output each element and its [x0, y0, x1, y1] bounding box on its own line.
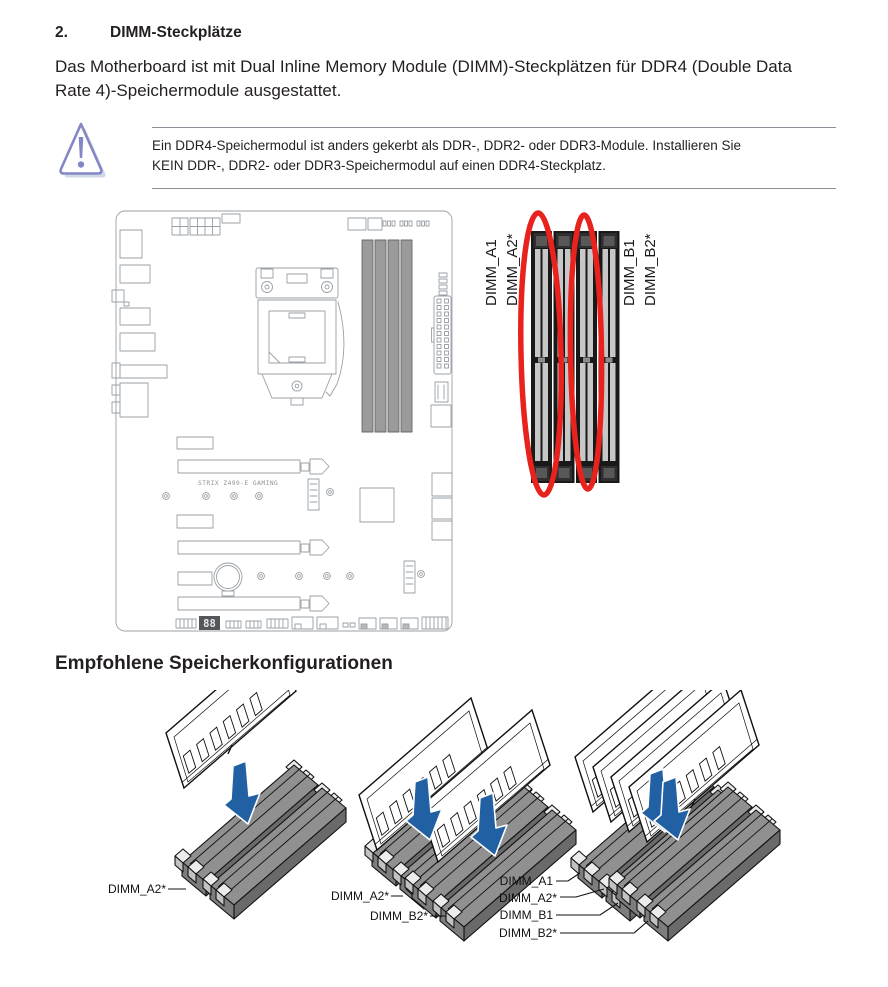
dimm-label-b2: DIMM_B2*: [642, 233, 659, 306]
warning-line-1: Ein DDR4-Speichermodul ist anders gekerbt als DDR-, DDR2- oder DDR3-Module. Installieren Sie: [152, 138, 741, 153]
warning-line-2: KEIN DDR-, DDR2- oder DDR3-Speichermodul auf einen DDR4-Steckplatz.: [152, 157, 606, 173]
section-title: DIMM-Steckplätze: [110, 24, 242, 41]
intro-line-2: Rate 4)-Speichermodule ausgestattet.: [55, 80, 342, 100]
config-four-label-b2: DIMM_B2*: [498, 926, 557, 940]
fan-headers: [348, 218, 429, 230]
config-four-label-a1: DIMM_A1: [499, 874, 553, 888]
board-model-label: STRIX Z490-E GAMING: [198, 480, 279, 487]
dimm-label-a1: DIMM_A1: [483, 239, 500, 306]
debug-led-code: 88: [203, 618, 216, 630]
memory-config-heading: Empfohlene Speicherkonfigurationen: [55, 653, 393, 674]
intro-line-1: Das Motherboard ist mit Dual Inline Memory Module (DIMM)-Steckplätzen für DDR4 (Double Data: [55, 57, 792, 76]
warning-icon: [54, 120, 110, 188]
dimm-slot-b1: [576, 231, 597, 483]
cmos-battery: [214, 563, 242, 596]
warning-divider-top: [152, 127, 836, 128]
rear-io-ports: [112, 230, 167, 417]
cpu-power-connectors: [172, 214, 240, 235]
config-four-label-b1: DIMM_B1: [499, 908, 553, 922]
config-four-label-a2: DIMM_A2*: [498, 891, 557, 905]
warning-divider-bottom: [152, 188, 836, 189]
memory-config-diagrams: [85, 690, 885, 960]
pcie-slots: [177, 437, 329, 611]
cpu-socket: [256, 268, 344, 405]
dimm-module: [166, 690, 296, 788]
dimm-slot-closeup: [470, 205, 670, 525]
mounting-screws: [163, 489, 425, 580]
config-one-label-a2: DIMM_A2*: [107, 882, 166, 896]
usb-headers: [431, 382, 452, 540]
section-number: 2.: [55, 24, 68, 41]
dimm-slot-a1: [531, 231, 552, 483]
intro-paragraph: [55, 55, 792, 102]
atx-power-connector: [432, 273, 452, 374]
dimm-slots-board: [362, 240, 412, 432]
config-two-label-a2: DIMM_A2*: [330, 889, 389, 903]
warning-text: [152, 136, 741, 175]
dimm-label-b1: DIMM_B1: [621, 239, 638, 306]
section-heading: [55, 24, 242, 42]
config-two-label-b2: DIMM_B2*: [369, 909, 428, 923]
motherboard-diagram: [110, 205, 460, 637]
config-one-dimm: [108, 690, 346, 919]
dimm-label-a2: DIMM_A2*: [504, 233, 521, 306]
